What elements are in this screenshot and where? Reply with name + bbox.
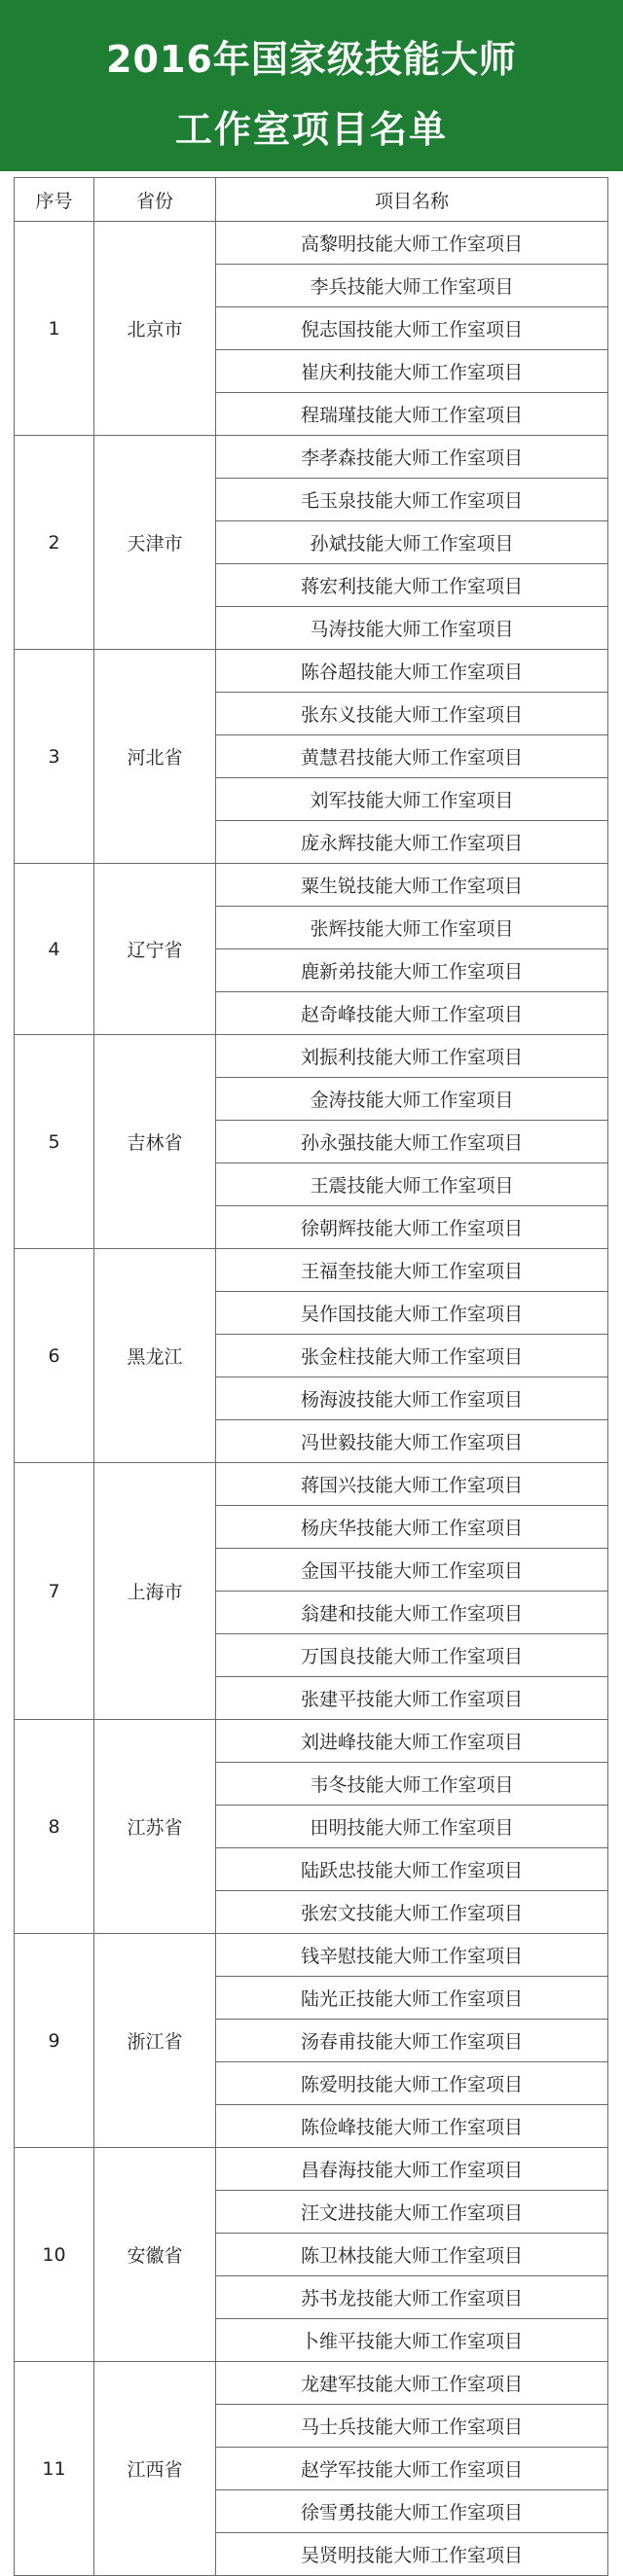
- project-name-cell: 鹿新弟技能大师工作室项目: [216, 949, 608, 992]
- project-name-cell: 陆跃忠技能大师工作室项目: [216, 1848, 608, 1891]
- project-name-cell: 赵学军技能大师工作室项目: [216, 2448, 608, 2490]
- project-name-cell: 冯世毅技能大师工作室项目: [216, 1420, 608, 1463]
- project-name-cell: 刘振利技能大师工作室项目: [216, 1035, 608, 1078]
- project-name-cell: 高黎明技能大师工作室项目: [216, 222, 608, 265]
- project-name-cell: 徐朝辉技能大师工作室项目: [216, 1206, 608, 1249]
- province-cell: 上海市: [94, 1463, 216, 1720]
- seq-cell: 1: [15, 222, 94, 436]
- province-cell: 黑龙江: [94, 1249, 216, 1463]
- project-name-cell: 汪文进技能大师工作室项目: [216, 2191, 608, 2234]
- project-name-cell: 蒋国兴技能大师工作室项目: [216, 1463, 608, 1506]
- table-row: [15, 864, 608, 907]
- table-row: [15, 1249, 608, 1292]
- project-name-cell: 金涛技能大师工作室项目: [216, 1078, 608, 1121]
- project-name-cell: 蒋宏利技能大师工作室项目: [216, 564, 608, 607]
- project-name-cell: 昌春海技能大师工作室项目: [216, 2148, 608, 2191]
- province-cell: 浙江省: [94, 1934, 216, 2148]
- province-cell: 安徽省: [94, 2148, 216, 2362]
- seq-cell: 7: [15, 1463, 94, 1720]
- project-name-cell: 王震技能大师工作室项目: [216, 1163, 608, 1206]
- project-name-cell: 王福奎技能大师工作室项目: [216, 1249, 608, 1292]
- table-row: [15, 2148, 608, 2191]
- table-row: [15, 436, 608, 479]
- project-name-cell: 韦冬技能大师工作室项目: [216, 1763, 608, 1806]
- project-name-cell: 张建平技能大师工作室项目: [216, 1677, 608, 1720]
- project-name-cell: 刘军技能大师工作室项目: [216, 778, 608, 821]
- table-row: [15, 1463, 608, 1506]
- project-name-cell: 孙永强技能大师工作室项目: [216, 1121, 608, 1163]
- seq-cell: 4: [15, 864, 94, 1035]
- project-name-cell: 崔庆利技能大师工作室项目: [216, 350, 608, 393]
- project-name-cell: 陆光正技能大师工作室项目: [216, 1977, 608, 2020]
- table-header-row: [15, 178, 608, 222]
- province-cell: 辽宁省: [94, 864, 216, 1035]
- project-name-cell: 卜维平技能大师工作室项目: [216, 2319, 608, 2362]
- seq-cell: 9: [15, 1934, 94, 2148]
- project-name-cell: 程瑞瑾技能大师工作室项目: [216, 393, 608, 436]
- project-name-cell: 倪志国技能大师工作室项目: [216, 307, 608, 350]
- project-name-cell: 粟生锐技能大师工作室项目: [216, 864, 608, 907]
- province-cell: 北京市: [94, 222, 216, 436]
- table-row: [15, 1035, 608, 1078]
- province-cell: 江西省: [94, 2362, 216, 2576]
- project-name-cell: 苏书龙技能大师工作室项目: [216, 2276, 608, 2319]
- project-name-cell: 李孝森技能大师工作室项目: [216, 436, 608, 479]
- project-name-cell: 毛玉泉技能大师工作室项目: [216, 479, 608, 521]
- project-name-cell: 杨海波技能大师工作室项目: [216, 1377, 608, 1420]
- project-name-cell: 翁建和技能大师工作室项目: [216, 1592, 608, 1634]
- province-cell: 天津市: [94, 436, 216, 650]
- project-name-cell: 杨庆华技能大师工作室项目: [216, 1506, 608, 1549]
- project-name-cell: 陈俭峰技能大师工作室项目: [216, 2105, 608, 2148]
- province-cell: 吉林省: [94, 1035, 216, 1249]
- project-name-cell: 万国良技能大师工作室项目: [216, 1634, 608, 1677]
- project-name-cell: 马士兵技能大师工作室项目: [216, 2405, 608, 2448]
- table-row: [15, 222, 608, 265]
- project-name-cell: 刘进峰技能大师工作室项目: [216, 1720, 608, 1763]
- project-name-cell: 徐雪勇技能大师工作室项目: [216, 2490, 608, 2533]
- header-seq: 序号: [15, 178, 94, 222]
- header-province: 省份: [94, 178, 216, 222]
- seq-cell: 5: [15, 1035, 94, 1249]
- province-cell: 江苏省: [94, 1720, 216, 1934]
- table-row: [15, 1934, 608, 1977]
- project-name-cell: 张金柱技能大师工作室项目: [216, 1335, 608, 1377]
- province-cell: 河北省: [94, 650, 216, 864]
- project-table: [14, 177, 608, 2576]
- seq-cell: 2: [15, 436, 94, 650]
- title-line-2: 工作室项目名单: [174, 108, 448, 151]
- table-row: [15, 1720, 608, 1763]
- seq-cell: 3: [15, 650, 94, 864]
- project-name-cell: 龙建军技能大师工作室项目: [216, 2362, 608, 2405]
- project-name-cell: 金国平技能大师工作室项目: [216, 1549, 608, 1592]
- table-row: [15, 650, 608, 693]
- project-name-cell: 吴作国技能大师工作室项目: [216, 1292, 608, 1335]
- project-name-cell: 陈爱明技能大师工作室项目: [216, 2062, 608, 2105]
- project-name-cell: 陈卫林技能大师工作室项目: [216, 2234, 608, 2276]
- project-name-cell: 李兵技能大师工作室项目: [216, 265, 608, 307]
- project-name-cell: 吴贤明技能大师工作室项目: [216, 2533, 608, 2576]
- project-name-cell: 张东义技能大师工作室项目: [216, 693, 608, 735]
- project-name-cell: 钱辛慰技能大师工作室项目: [216, 1934, 608, 1977]
- title-banner: [0, 0, 623, 171]
- project-name-cell: 张宏文技能大师工作室项目: [216, 1891, 608, 1934]
- header-project: 项目名称: [216, 178, 608, 222]
- project-name-cell: 赵奇峰技能大师工作室项目: [216, 992, 608, 1035]
- seq-cell: 10: [15, 2148, 94, 2362]
- table-row: [15, 2362, 608, 2405]
- project-name-cell: 田明技能大师工作室项目: [216, 1806, 608, 1848]
- project-name-cell: 张辉技能大师工作室项目: [216, 907, 608, 949]
- project-name-cell: 马涛技能大师工作室项目: [216, 607, 608, 650]
- project-name-cell: 庞永辉技能大师工作室项目: [216, 821, 608, 864]
- project-name-cell: 汤春甫技能大师工作室项目: [216, 2020, 608, 2062]
- title-line-1: 2016年国家级技能大师: [106, 38, 517, 81]
- seq-cell: 8: [15, 1720, 94, 1934]
- seq-cell: 11: [15, 2362, 94, 2576]
- project-name-cell: 孙斌技能大师工作室项目: [216, 521, 608, 564]
- project-name-cell: 黄慧君技能大师工作室项目: [216, 735, 608, 778]
- project-name-cell: 陈谷超技能大师工作室项目: [216, 650, 608, 693]
- seq-cell: 6: [15, 1249, 94, 1463]
